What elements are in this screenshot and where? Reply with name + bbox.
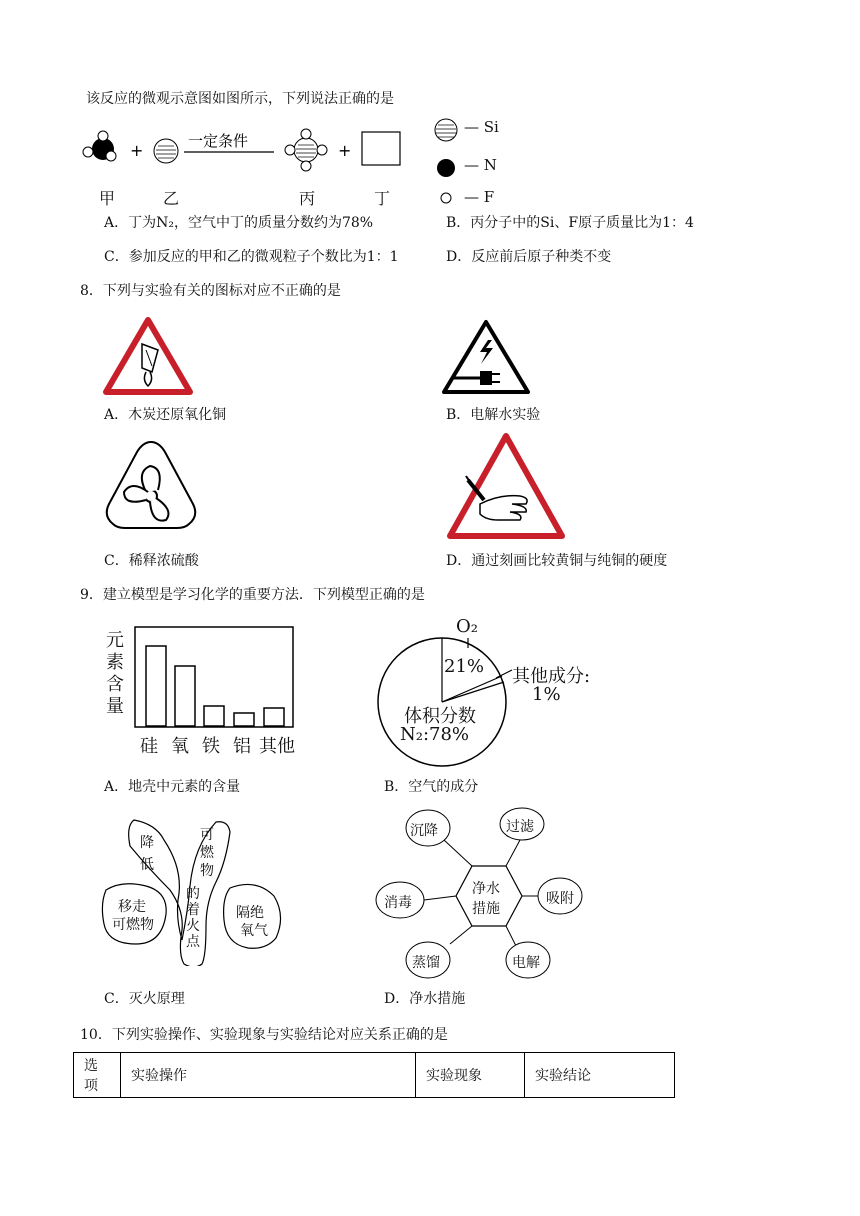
fire-right-top: 可燃物 [200,827,214,879]
pie-other-label: 其他成分: [512,666,591,687]
reaction-condition: 一定条件 [188,132,249,150]
header-phenomenon: 实验现象 [416,1053,525,1098]
header-conclusion: 实验结论 [525,1053,675,1098]
label-jia: 甲 [99,189,116,208]
fire-right-blob-1: 隔绝 [236,905,264,921]
molecule-jia [83,131,116,161]
bar-硅 [146,646,166,726]
table-header-row [74,1053,675,1098]
q9-option-c: C．灭火原理 [104,991,185,1007]
bar-label: 其他 [259,736,295,757]
header-operation: 实验操作 [121,1053,416,1098]
bar-铁 [204,706,224,726]
water-node-3: 消毒 [384,895,412,911]
q7-option-a: A．丁为N₂，空气中丁的质量分数约为78% [104,215,374,231]
flame-warning-icon [102,316,194,396]
plus-sign-1: + [130,141,144,160]
bar-其他 [264,708,284,726]
q9-option-b: B．空气的成分 [384,779,479,795]
legend-n: — N [464,156,497,174]
electric-warning-icon [440,318,532,396]
q7-option-c: C．参加反应的甲和乙的微观粒子个数比为1：1 [104,249,399,265]
water-node-1: 沉降 [410,823,438,839]
water-center-1: 净水 [472,881,500,897]
water-node-5: 蒸馏 [412,955,440,971]
water-node-2: 过滤 [506,819,534,835]
fan-ventilation-icon [102,436,200,536]
header-option: 选项 [74,1053,121,1098]
molecule-bing [285,129,327,171]
bar-chart-categories [140,732,310,758]
hand-scratch-warning-icon [444,430,568,542]
pie-center-label: 体积分数 [404,706,476,727]
fire-left-blob-1: 移走 [118,899,146,915]
plus-sign-2: + [338,141,352,160]
q9-option-d: D．净水措施 [384,991,466,1007]
q10-stem: 10．下列实验操作、实验现象与实验结论对应关系正确的是 [80,1027,448,1043]
q9-option-a: A．地壳中元素的含量 [104,779,241,795]
bar-氧 [175,666,195,726]
bar-chart-ylabel: 元素含量 [106,630,124,717]
label-yi: 乙 [163,189,180,208]
water-node-6: 电解 [512,955,540,971]
q10-table [73,1052,675,1098]
q8-option-d: D．通过刻画比较黄铜与纯铜的硬度 [446,553,668,569]
bar-label: 氧 [171,736,189,757]
q8-option-c: C．稀释浓硫酸 [104,553,199,569]
q8-stem: 8．下列与实验有关的图标对应不正确的是 [80,283,341,299]
pie-n2-label: N₂:78% [400,724,470,745]
molecule-ding-box [362,132,400,165]
q9-stem: 9．建立模型是学习化学的重要方法．下列模型正确的是 [80,587,425,603]
label-ding: 丁 [374,189,391,208]
q8-option-b: B．电解水实验 [446,407,541,423]
q7-option-b: B．丙分子中的Si、F原子质量比为1：4 [446,215,694,231]
water-center-2: 措施 [472,901,500,917]
q8-option-a: A．木炭还原氧化铜 [104,407,227,423]
q7-option-d: D．反应前后原子种类不变 [446,249,612,265]
legend [435,119,457,203]
fire-left-blob-2: 可燃物 [112,917,154,933]
legend-f: — F [464,188,495,206]
bar-label: 铝 [233,736,251,757]
reaction-diagram [78,112,778,212]
element-bar-chart [134,626,296,730]
pie-other-pct: 1% [532,684,561,705]
molecule-yi [154,139,178,163]
label-bing: 丙 [299,189,316,208]
water-node-4: 吸附 [546,891,574,907]
fire-left-top: 降低 [140,835,154,873]
fire-right-blob-2: 氧气 [240,923,268,939]
bar-铝 [234,713,254,726]
q7-intro: 该反应的微观示意图如图所示，下列说法正确的是 [86,91,394,107]
pie-o2-label: O₂ [456,616,478,637]
bar-label: 铁 [202,736,220,757]
bar-label: 硅 [140,736,158,757]
legend-si: — Si [464,118,499,136]
pie-o2-pct: 21% [444,656,485,677]
fire-center: 的着火点 [186,886,200,950]
